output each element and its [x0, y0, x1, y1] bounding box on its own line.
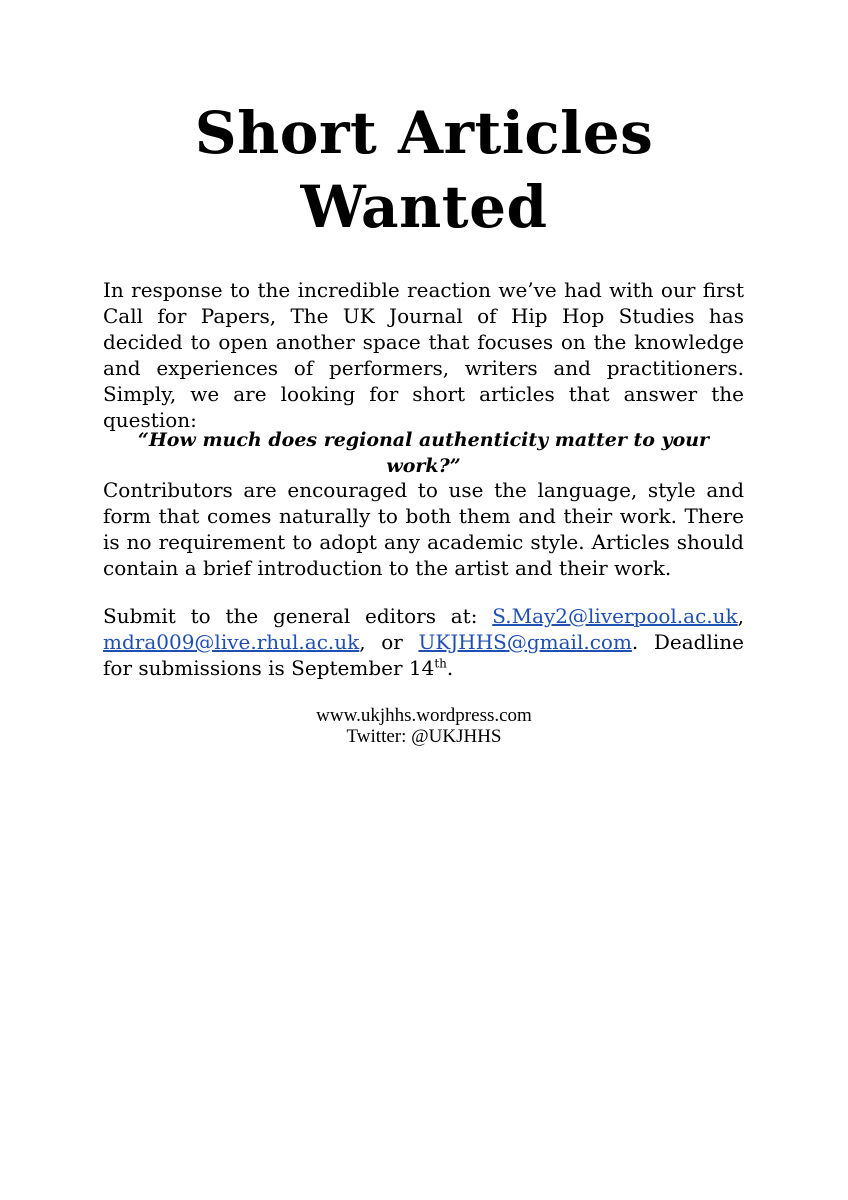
intro-paragraph: In response to the incredible reaction we’ve had with our first Call for Papers, The UK Journal of Hip Hop Studies has decided to open another space that focuses on the knowledge and experiences of performers, writers and practitioners. Simply, we are looking for short articles that answer the question: [103, 278, 744, 432]
submission-separator-2: , or [359, 630, 419, 654]
email-link-ukjhhs[interactable]: UKJHHS@gmail.com [418, 630, 632, 654]
submission-intro: Submit to the general editors at: [103, 604, 493, 628]
contributors-paragraph: Contributors are encouraged to use the language, style and form that comes naturally to both them and their work. There is no requirement to adopt any academic style. Articles should contain a brief introduction to the artist and their work. [103, 478, 744, 580]
deadline-ordinal-suffix: th [434, 656, 447, 671]
website-url: www.ukjhhs.wordpress.com [316, 705, 532, 726]
footer-contact [0, 705, 848, 747]
twitter-handle: Twitter: @UKJHHS [346, 726, 502, 747]
title-line-2: Wanted [300, 173, 548, 241]
deadline-text: . Deadline for submissions is September 14 [103, 630, 744, 680]
title-line-1: Short Articles [194, 99, 654, 167]
submission-end: . [446, 656, 454, 680]
submission-paragraph [103, 603, 744, 681]
page-title [0, 96, 848, 244]
submission-separator-1: , [737, 604, 744, 628]
email-link-may[interactable]: S.May2@liverpool.ac.uk [492, 604, 738, 628]
question-quote: “How much does regional authenticity matter to your work?” [137, 429, 710, 477]
email-link-mdra[interactable]: mdra009@live.rhul.ac.uk [103, 630, 360, 654]
